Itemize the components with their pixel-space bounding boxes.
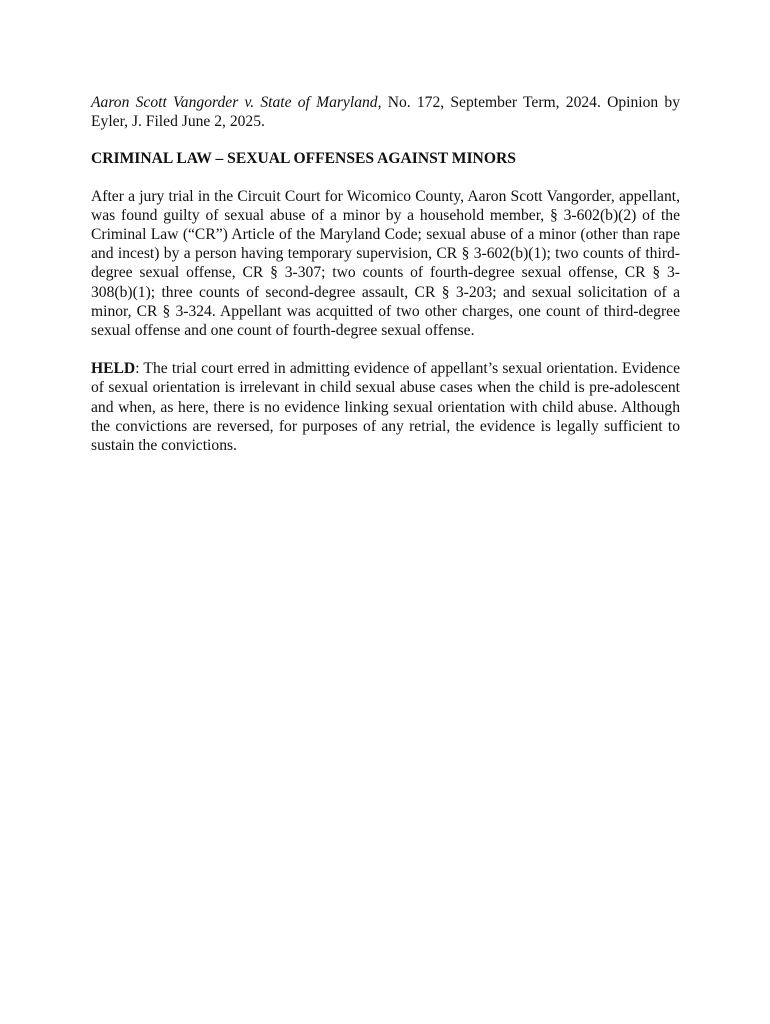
case-name: Aaron Scott Vangorder v. State of Maryland — [91, 94, 378, 111]
held-text: : The trial court erred in admitting evidence of appellant’s sexual orientation. Evidence of sexual orientation is irrelevant in child sexual abuse cases when the child is pre-adolescent and when, as here, there is no evidence linking sexual orientation with child abuse. Although the convictions are reversed, for purposes of any retrial, the evidence is legally sufficient to sustain the convictions. — [91, 360, 680, 455]
document-body — [91, 93, 680, 474]
case-summary-paragraph: After a jury trial in the Circuit Court for Wicomico County, Aaron Scott Vangorder, appellant, was found guilty of sexual abuse of a minor by a household member, § 3-602(b)(2) of the Criminal Law (“CR”) Article of the Maryland Code; sexual abuse of a minor (other than rape and incest) by a person having temporary supervision, CR § 3-602(b)(1); two counts of third-degree sexual offense, CR § 3-307; two counts of fourth-degree sexual offense, CR § 3-308(b)(1); three counts of second-degree assault, CR § 3-203; and sexual solicitation of a minor, CR § 3-324. Appellant was acquitted of two other charges, one count of third-degree sexual offense and one count of fourth-degree sexual offense. — [91, 187, 680, 340]
held-label: HELD — [91, 360, 136, 378]
section-heading: CRIMINAL LAW – SEXUAL OFFENSES AGAINST MINORS — [91, 150, 516, 168]
case-details: , No. 172, September Term, 2024. Opinion by Eyler, J. Filed June 2, 2025. — [91, 94, 680, 131]
holding-paragraph — [91, 359, 680, 455]
case-caption — [91, 93, 680, 131]
